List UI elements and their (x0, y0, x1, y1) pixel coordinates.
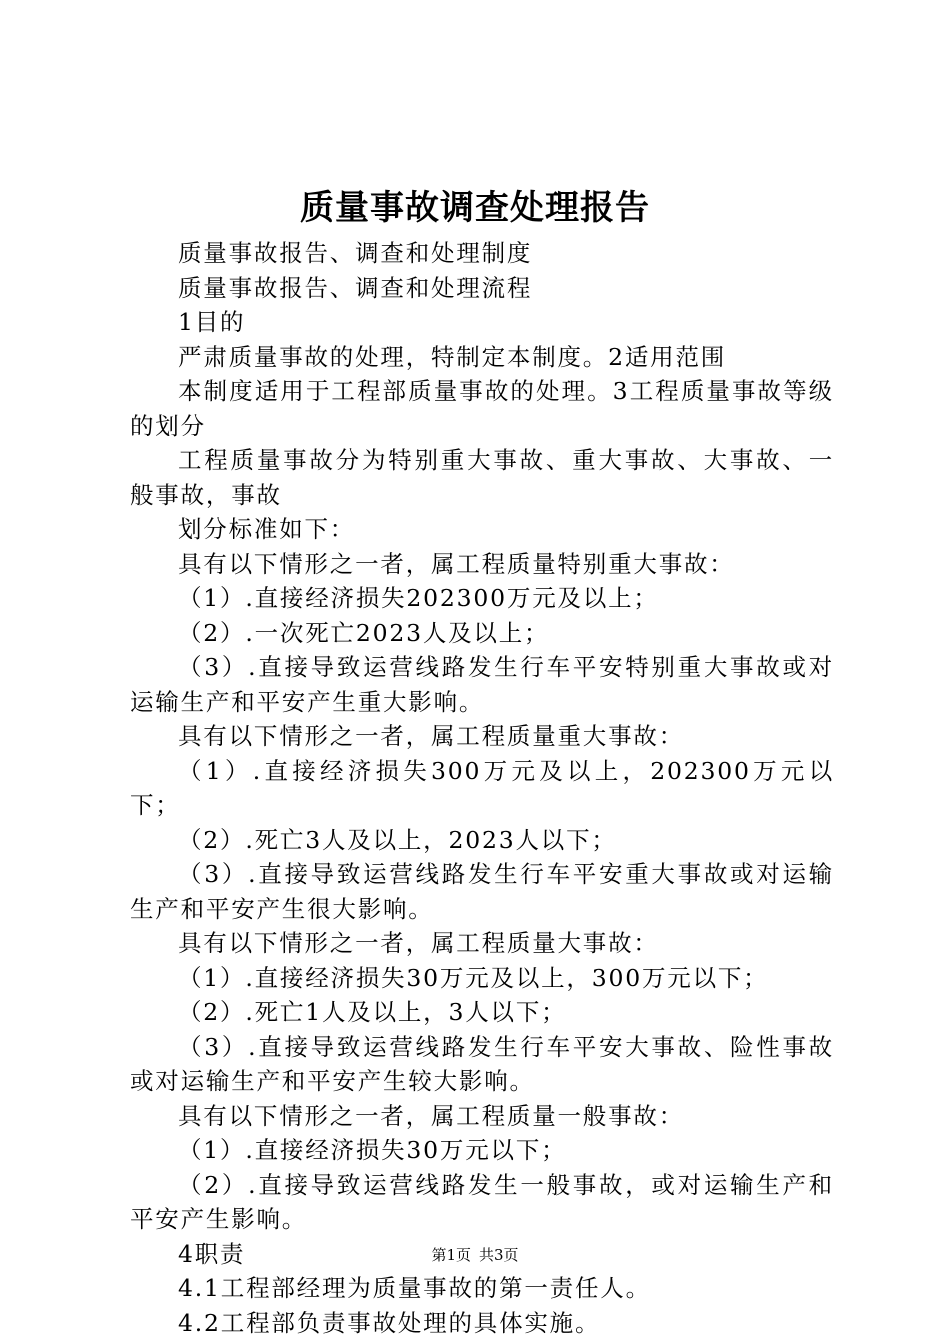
paragraph: 具有以下情形之一者，属工程质量重大事故： (178, 722, 684, 750)
page-number: 第1页 (431, 1246, 471, 1264)
paragraph: 本制度适用于工程部质量事故的处理。3工程质量事故等级的划分 (130, 377, 834, 440)
list-item: （1）.直接经济损失30万元及以上，300万元以下； (178, 963, 769, 992)
paragraph: 具有以下情形之一者，属工程质量大事故： (178, 929, 659, 957)
list-item: （3）.直接导致运营线路发生行车平安重大事故或对运输生产和平安产生很大影响。 (130, 860, 834, 923)
document-body (130, 236, 834, 1340)
list-item: （2）.死亡3人及以上，2023人以下； (178, 825, 617, 854)
list-item: （1）.直接经济损失300万元及以上，202300万元以下； (130, 756, 834, 819)
page-footer (0, 1244, 950, 1266)
paragraph: 4.1工程部经理为质量事故的第一责任人。 (178, 1274, 651, 1302)
list-item: （3）.直接导致运营线路发生行车平安特别重大事故或对运输生产和平安产生重大影响。 (130, 653, 834, 716)
paragraph: 具有以下情形之一者，属工程质量特别重大事故： (178, 549, 735, 578)
list-item: （1）.直接经济损失202300万元及以上； (178, 584, 659, 612)
page-total: 共3页 (479, 1246, 519, 1264)
section-heading: 4职责 (178, 1239, 246, 1268)
list-item: （3）.直接导致运营线路发生行车平安大事故、险性事故或对运输生产和平安产生较大影响。 (130, 1032, 834, 1095)
paragraph: 质量事故报告、调查和处理制度 (178, 239, 533, 267)
list-item: （2）.直接导致运营线路发生一般事故，或对运输生产和平安产生影响。 (130, 1170, 834, 1233)
list-item: （2）.死亡1人及以上，3人以下； (178, 998, 567, 1026)
list-item: （1）.直接经济损失30万元以下； (178, 1136, 567, 1164)
list-item: （2）.一次死亡2023人及以上； (178, 618, 550, 647)
paragraph: 质量事故报告、调查和处理流程 (178, 273, 533, 302)
paragraph: 划分标准如下： (178, 515, 356, 543)
paragraph: 工程质量事故分为特别重大事故、重大事故、大事故、一般事故，事故 (130, 446, 834, 509)
document-title: 质量事故调查处理报告 (300, 188, 650, 228)
section-heading: 1目的 (178, 308, 246, 336)
paragraph: 具有以下情形之一者，属工程质量一般事故： (178, 1101, 684, 1130)
paragraph: 严肃质量事故的处理，特制定本制度。2适用范围 (178, 342, 727, 371)
paragraph: 4.2工程部负责事故处理的具体实施。 (178, 1308, 601, 1337)
